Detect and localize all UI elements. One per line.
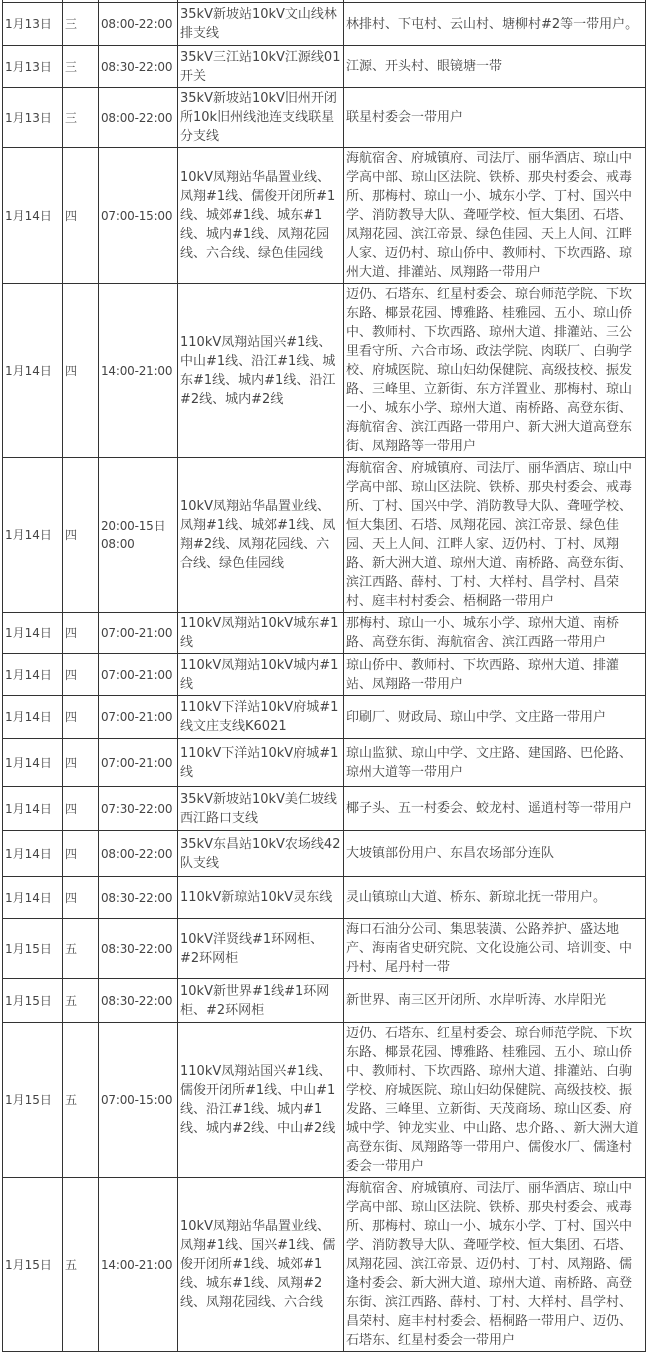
cell-outage-line: 35kV新坡站10kV文山线林排支线 <box>178 3 344 46</box>
cell-weekday: 三 <box>63 46 99 88</box>
cell-time-window: 07:30-22:00 <box>99 787 178 831</box>
cell-weekday: 三 <box>63 3 99 46</box>
cell-time-window: 08:00-22:00 <box>99 3 178 46</box>
cell-time-window: 07:00-21:00 <box>99 739 178 787</box>
cell-weekday: 五 <box>63 1178 99 1352</box>
cell-outage-line: 110kV凤翔站10kV城东#1线 <box>178 613 344 654</box>
outage-schedule-wrapper <box>2 0 647 1352</box>
cell-affected-users: 江源、开头村、眼镜塘一带 <box>344 46 646 88</box>
cell-date: 1月14日 <box>3 831 63 877</box>
cell-time-window: 08:30-22:00 <box>99 877 178 919</box>
table-row <box>3 3 646 46</box>
cell-affected-users: 迈仍、石塔东、红星村委会、琼台师范学院、下坎东路、椰景花园、博雅路、桂雅园、五小、琼山侨中、教师村、下坎西路、琼州大道、排灌站、三公里看守所、六合市场、政法学院、肉联厂、白驹学校、府城医院、琼山妇幼保健院、高级技校、振发路、三峰里、立新街、东方洋置业、那梅村、琼山一小、城东小学、琼州大道、南桥路、高登东街、海航宿舍、滨江西路一带用户、新大洲大道高登东街、凤翔路等一带用户 <box>344 284 646 458</box>
cell-outage-line: 35kV新坡站10kV旧州开闭所10k旧州线池连支线联星分支线 <box>178 88 344 148</box>
cell-date: 1月15日 <box>3 1178 63 1352</box>
table-row <box>3 148 646 284</box>
cell-time-window: 08:30-22:00 <box>99 46 178 88</box>
cell-time-window: 08:30-22:00 <box>99 979 178 1023</box>
cell-weekday: 四 <box>63 739 99 787</box>
cell-date: 1月15日 <box>3 979 63 1023</box>
cell-outage-line: 10kV新世界#1线#1环网柜、#2环网柜 <box>178 979 344 1023</box>
table-row <box>3 284 646 458</box>
cell-time-window: 07:00-15:00 <box>99 1023 178 1178</box>
cell-outage-line: 35kV三江站10kV江源线01开关 <box>178 46 344 88</box>
cell-time-window: 07:00-15:00 <box>99 148 178 284</box>
cell-time-window: 14:00-21:00 <box>99 1178 178 1352</box>
table-row <box>3 88 646 148</box>
table-row <box>3 613 646 654</box>
cell-date: 1月13日 <box>3 46 63 88</box>
cell-affected-users: 那梅村、琼山一小、城东小学、琼州大道、南桥路、高登东街、海航宿舍、滨江西路一带用户 <box>344 613 646 654</box>
cell-date: 1月14日 <box>3 613 63 654</box>
cell-date: 1月14日 <box>3 877 63 919</box>
cell-affected-users: 迈仍、石塔东、红星村委会、琼台师范学院、下坎东路、椰景花园、博雅路、桂雅园、五小、琼山侨中、教师村、下坎西路、琼州大道、排灌站、白驹学校、府城医院、琼山妇幼保健院、高级技校、振发路、三峰里、立新街、天茂商场、琼山区委、府城中学、钟龙实业、中山路、忠介路、、新大洲大道高登东街、凤翔路等一带用户、儒俊水厂、儒逢村委会一带用户 <box>344 1023 646 1178</box>
cell-date: 1月13日 <box>3 3 63 46</box>
cell-weekday: 四 <box>63 458 99 613</box>
cell-date: 1月14日 <box>3 739 63 787</box>
cell-date: 1月13日 <box>3 88 63 148</box>
cell-date: 1月14日 <box>3 696 63 739</box>
cell-time-window: 08:30-22:00 <box>99 919 178 979</box>
cell-affected-users: 印刷厂、财政局、琼山中学、文庄路一带用户 <box>344 696 646 739</box>
cell-affected-users: 海航宿舍、府城镇府、司法厅、丽华酒店、琼山中学高中部、琼山区法院、铁桥、那央村委会、戒毒所、那梅村、琼山一小、城东小学、丁村、国兴中学、消防教导大队、聋哑学校、恒大集团、石塔、凤翔花园、滨江帝景、绿色佳园、天上人间、江畔人家、迈仍村、琼山侨中、教师村、下坎西路、琼州大道、排灌站、凤翔路一带用户 <box>344 148 646 284</box>
cell-weekday: 四 <box>63 613 99 654</box>
table-row <box>3 787 646 831</box>
cell-time-window: 20:00-15日08:00 <box>99 458 178 613</box>
cell-affected-users: 海航宿舍、府城镇府、司法厅、丽华酒店、琼山中学高中部、琼山区法院、铁桥、那央村委会、戒毒所、丁村、国兴中学、消防教导大队、聋哑学校、恒大集团、石塔、凤翔花园、滨江帝景、绿色佳园、天上人间、江畔人家、迈仍村、丁村、凤翔路、新大洲大道、琼州大道、南桥路、高登东街、滨江西路、薛村、丁村、大样村、昌学村、昌荣村、庭丰村村委会、梧桐路一带用户 <box>344 458 646 613</box>
cell-affected-users: 琼山监狱、琼山中学、文庄路、建国路、巴伦路、琼州大道等一带用户 <box>344 739 646 787</box>
table-row <box>3 1023 646 1178</box>
table-row <box>3 696 646 739</box>
table-row <box>3 1178 646 1352</box>
table-row <box>3 979 646 1023</box>
cell-affected-users: 联星村委会一带用户 <box>344 88 646 148</box>
cell-weekday: 五 <box>63 1023 99 1178</box>
cell-weekday: 四 <box>63 831 99 877</box>
cell-date: 1月15日 <box>3 1023 63 1178</box>
cell-outage-line: 110kV凤翔站10kV城内#1线 <box>178 654 344 696</box>
cell-date: 1月14日 <box>3 787 63 831</box>
table-row <box>3 919 646 979</box>
cell-outage-line: 35kV东昌站10kV农场线42队支线 <box>178 831 344 877</box>
cell-outage-line: 35kV新坡站10kV美仁坡线西江路口支线 <box>178 787 344 831</box>
cell-outage-line: 110kV凤翔站国兴#1线、中山#1线、沿江#1线、城东#1线、城内#1线、沿江#2线、城内#2线 <box>178 284 344 458</box>
cell-time-window: 07:00-21:00 <box>99 654 178 696</box>
cell-weekday: 四 <box>63 284 99 458</box>
cell-affected-users: 琼山侨中、教师村、下坎西路、琼州大道、排灌站、凤翔路一带用户 <box>344 654 646 696</box>
cell-weekday: 五 <box>63 979 99 1023</box>
cell-weekday: 三 <box>63 88 99 148</box>
cell-time-window: 14:00-21:00 <box>99 284 178 458</box>
outage-table-body <box>3 0 646 1352</box>
cell-affected-users: 林排村、下屯村、云山村、塘柳村#2等一带用户。 <box>344 3 646 46</box>
table-row <box>3 877 646 919</box>
cell-outage-line: 110kV新琼站10kV灵东线 <box>178 877 344 919</box>
cell-weekday: 四 <box>63 654 99 696</box>
cell-weekday: 四 <box>63 148 99 284</box>
cell-outage-line: 110kV凤翔站国兴#1线、儒俊开闭所#1线、中山#1线、沿江#1线、城内#1线、城内#2线、中山#2线 <box>178 1023 344 1178</box>
table-row <box>3 831 646 877</box>
cell-outage-line: 110kV下洋站10kV府城#1线文庄支线K6021 <box>178 696 344 739</box>
table-row <box>3 458 646 613</box>
cell-affected-users: 椰子头、五一村委会、蛟龙村、遥逍村等一带用户 <box>344 787 646 831</box>
cell-outage-line: 10kV凤翔站华晶置业线、凤翔#1线、城郊#1线、凤翔#2线、凤翔花园线、六合线、绿色佳园线 <box>178 458 344 613</box>
cell-date: 1月14日 <box>3 654 63 696</box>
table-row <box>3 654 646 696</box>
cell-affected-users: 海口石油分公司、集思装潢、公路养护、盛达地产、海南省史研究院、文化设施公司、培训变、中丹村、尾丹村一带 <box>344 919 646 979</box>
cell-affected-users: 新世界、南三区开闭所、水岸听涛、水岸阳光 <box>344 979 646 1023</box>
table-row <box>3 46 646 88</box>
cell-time-window: 08:00-22:00 <box>99 831 178 877</box>
cell-time-window: 08:00-22:00 <box>99 88 178 148</box>
cell-weekday: 五 <box>63 919 99 979</box>
cell-date: 1月15日 <box>3 919 63 979</box>
cell-outage-line: 10kV洋贤线#1环网柜、#2环网柜 <box>178 919 344 979</box>
cell-outage-line: 10kV凤翔站华晶置业线、凤翔#1线、儒俊开闭所#1线、城郊#1线、城东#1线、城内#1线、凤翔花园线、六合线、绿色佳园线 <box>178 148 344 284</box>
cell-outage-line: 110kV下洋站10kV府城#1线 <box>178 739 344 787</box>
cell-affected-users: 灵山镇琼山大道、桥东、新琼北抚一带用户。 <box>344 877 646 919</box>
cell-affected-users: 海航宿舍、府城镇府、司法厅、丽华酒店、琼山中学高中部、琼山区法院、铁桥、那央村委会、戒毒所、那梅村、琼山一小、城东小学、丁村、国兴中学、消防教导大队、聋哑学校、恒大集团、石塔、凤翔花园、滨江帝景、迈仍村、丁村、凤翔路、儒逢村委会、新大洲大道、琼州大道、南桥路、高登东街、滨江西路、薛村、丁村、大样村、昌学村、昌荣村、庭丰村村委会、梧桐路一带用户、迈仍、石塔东、红星村委会一带用户 <box>344 1178 646 1352</box>
power-outage-schedule-table <box>2 0 646 1352</box>
cell-time-window: 07:00-21:00 <box>99 613 178 654</box>
cell-weekday: 四 <box>63 877 99 919</box>
cell-date: 1月14日 <box>3 458 63 613</box>
cell-date: 1月14日 <box>3 284 63 458</box>
cell-time-window: 07:00-21:00 <box>99 696 178 739</box>
table-row <box>3 739 646 787</box>
cell-weekday: 四 <box>63 787 99 831</box>
cell-affected-users: 大坡镇部份用户、东昌农场部分连队 <box>344 831 646 877</box>
cell-weekday: 四 <box>63 696 99 739</box>
cell-date: 1月14日 <box>3 148 63 284</box>
cell-outage-line: 10kV凤翔站华晶置业线、凤翔#1线、国兴#1线、儒俊开闭所#1线、城郊#1线、城东#1线、凤翔#2线、凤翔花园线、六合线 <box>178 1178 344 1352</box>
